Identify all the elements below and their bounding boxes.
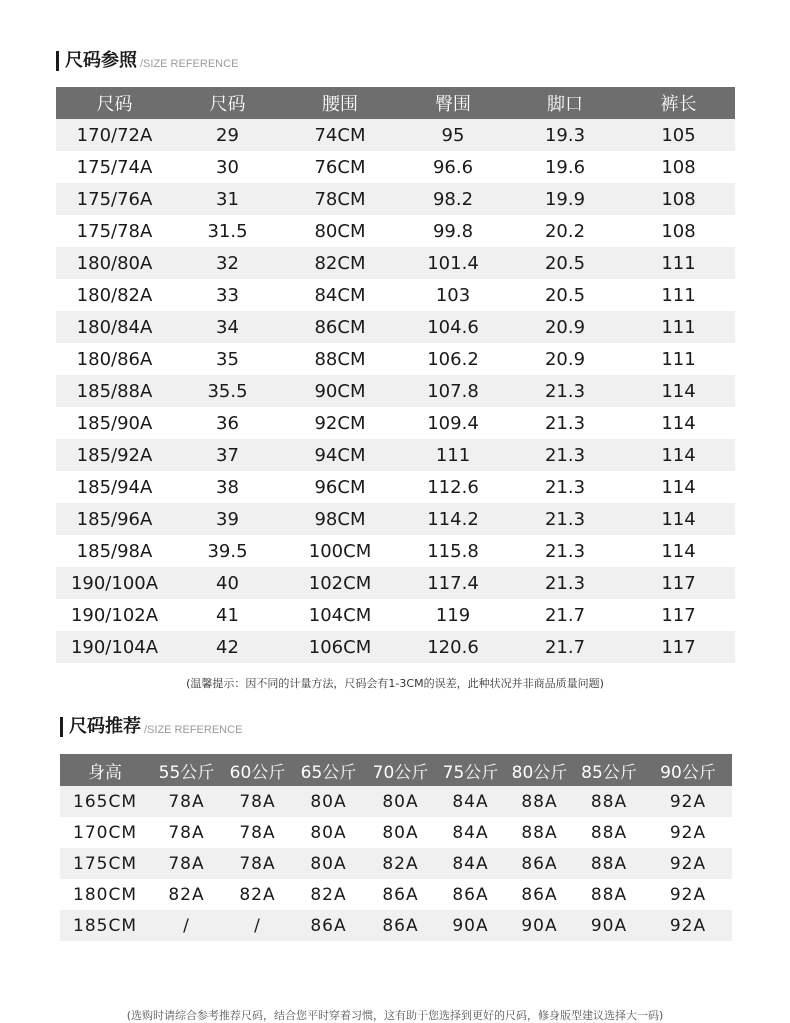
table-cell: 112.6 bbox=[398, 471, 508, 503]
table-row bbox=[56, 183, 735, 215]
size-reference-table bbox=[56, 87, 735, 663]
size-reference-subtitle: /SIZE REFERENCE bbox=[140, 58, 239, 70]
table-cell: 117 bbox=[622, 567, 735, 599]
column-header: 90公斤 bbox=[644, 754, 732, 786]
table-cell: 106.2 bbox=[398, 343, 508, 375]
column-header: 臀围 bbox=[398, 87, 508, 119]
table-cell: 175CM bbox=[60, 848, 150, 879]
table-cell: 20.9 bbox=[508, 343, 622, 375]
heading-bar bbox=[56, 51, 59, 71]
table-cell: 37 bbox=[173, 439, 282, 471]
table-cell: 114 bbox=[622, 471, 735, 503]
table-cell: 31.5 bbox=[173, 215, 282, 247]
column-header: 65公斤 bbox=[292, 754, 365, 786]
table-cell: 76CM bbox=[282, 151, 398, 183]
table-cell: 114 bbox=[622, 439, 735, 471]
table-cell: 111 bbox=[622, 247, 735, 279]
column-header: 脚口 bbox=[508, 87, 622, 119]
table-cell: 38 bbox=[173, 471, 282, 503]
table-cell: 32 bbox=[173, 247, 282, 279]
table-cell: 78A bbox=[150, 848, 223, 879]
table-cell: 104CM bbox=[282, 599, 398, 631]
table-cell: 90A bbox=[505, 910, 574, 941]
table-cell: 82A bbox=[223, 879, 292, 910]
table-cell: 100CM bbox=[282, 535, 398, 567]
table-cell: 88A bbox=[574, 879, 644, 910]
table-cell: 190/100A bbox=[56, 567, 173, 599]
table-cell: 111 bbox=[622, 311, 735, 343]
table-cell: 105 bbox=[622, 119, 735, 151]
table-cell: 119 bbox=[398, 599, 508, 631]
table-cell: / bbox=[150, 910, 223, 941]
table-row bbox=[56, 503, 735, 535]
table-row bbox=[60, 817, 732, 848]
table-cell: 78A bbox=[223, 848, 292, 879]
table-cell: 180/82A bbox=[56, 279, 173, 311]
column-header: 裤长 bbox=[622, 87, 735, 119]
table-cell: 82A bbox=[365, 848, 436, 879]
table-cell: 185/94A bbox=[56, 471, 173, 503]
table-cell: 180/80A bbox=[56, 247, 173, 279]
table-cell: 80A bbox=[292, 848, 365, 879]
table-cell: 21.7 bbox=[508, 631, 622, 663]
table-cell: 19.3 bbox=[508, 119, 622, 151]
size-recommend-table bbox=[60, 754, 732, 941]
table-row bbox=[56, 343, 735, 375]
size-recommend-title: 尺码推荐 bbox=[69, 716, 141, 737]
table-cell: 19.9 bbox=[508, 183, 622, 215]
heading-bar bbox=[60, 717, 63, 737]
table-cell: 106CM bbox=[282, 631, 398, 663]
table-cell: 21.7 bbox=[508, 599, 622, 631]
column-header: 60公斤 bbox=[223, 754, 292, 786]
size-measurement-note: (温馨提示：因不同的计量方法，尺码会有1-3CM的误差，此种状况并非商品质量问题) bbox=[186, 677, 604, 690]
size-reference-title: 尺码参照 bbox=[65, 50, 137, 71]
table-cell: 96CM bbox=[282, 471, 398, 503]
table-cell: 84CM bbox=[282, 279, 398, 311]
table-cell: 78A bbox=[150, 786, 223, 817]
table-cell: 20.5 bbox=[508, 247, 622, 279]
recommend-table-body bbox=[60, 786, 732, 941]
table-cell: 115.8 bbox=[398, 535, 508, 567]
table-cell: 80A bbox=[292, 817, 365, 848]
table-row bbox=[56, 631, 735, 663]
table-cell: 98.2 bbox=[398, 183, 508, 215]
size-table-header-row bbox=[56, 87, 735, 119]
table-cell: 175/76A bbox=[56, 183, 173, 215]
table-cell: 108 bbox=[622, 151, 735, 183]
recommend-note: (选购时请综合参考推荐尺码，结合您平时穿着习惯，这有助于您选择到更好的尺码，修身版型建议选择大一码) bbox=[126, 1009, 664, 1022]
table-row bbox=[56, 407, 735, 439]
table-cell: 86A bbox=[505, 848, 574, 879]
table-cell: 92A bbox=[644, 879, 732, 910]
table-cell: 175/74A bbox=[56, 151, 173, 183]
table-cell: 107.8 bbox=[398, 375, 508, 407]
table-cell: 114 bbox=[622, 375, 735, 407]
table-cell: 31 bbox=[173, 183, 282, 215]
size-recommend-heading bbox=[60, 716, 242, 738]
column-header: 尺码 bbox=[173, 87, 282, 119]
table-cell: 185/92A bbox=[56, 439, 173, 471]
table-cell: 190/102A bbox=[56, 599, 173, 631]
table-row bbox=[60, 879, 732, 910]
table-cell: 21.3 bbox=[508, 439, 622, 471]
table-cell: 30 bbox=[173, 151, 282, 183]
column-header: 70公斤 bbox=[365, 754, 436, 786]
table-cell: 114 bbox=[622, 503, 735, 535]
table-cell: 86CM bbox=[282, 311, 398, 343]
table-cell: 82A bbox=[150, 879, 223, 910]
table-cell: 20.2 bbox=[508, 215, 622, 247]
table-cell: 20.5 bbox=[508, 279, 622, 311]
table-cell: 180/84A bbox=[56, 311, 173, 343]
table-cell: 90A bbox=[436, 910, 505, 941]
table-cell: 92A bbox=[644, 817, 732, 848]
table-row bbox=[56, 215, 735, 247]
table-cell: 80A bbox=[365, 817, 436, 848]
size-recommend-subtitle: /SIZE REFERENCE bbox=[144, 724, 243, 736]
table-cell: 190/104A bbox=[56, 631, 173, 663]
table-cell: 117 bbox=[622, 631, 735, 663]
table-cell: 117 bbox=[622, 599, 735, 631]
table-cell: 74CM bbox=[282, 119, 398, 151]
table-cell: 98CM bbox=[282, 503, 398, 535]
table-row bbox=[56, 471, 735, 503]
table-cell: 185/96A bbox=[56, 503, 173, 535]
table-cell: 88A bbox=[574, 817, 644, 848]
table-cell: 33 bbox=[173, 279, 282, 311]
table-cell: 114.2 bbox=[398, 503, 508, 535]
recommend-table-header-row bbox=[60, 754, 732, 786]
table-row bbox=[56, 151, 735, 183]
table-cell: 102CM bbox=[282, 567, 398, 599]
table-row bbox=[60, 786, 732, 817]
table-row bbox=[56, 599, 735, 631]
table-row bbox=[56, 279, 735, 311]
table-cell: 114 bbox=[622, 407, 735, 439]
table-cell: 21.3 bbox=[508, 535, 622, 567]
table-cell: 86A bbox=[365, 910, 436, 941]
column-header: 55公斤 bbox=[150, 754, 223, 786]
table-cell: 84A bbox=[436, 848, 505, 879]
table-cell: 90A bbox=[574, 910, 644, 941]
table-cell: 185CM bbox=[60, 910, 150, 941]
table-cell: 19.6 bbox=[508, 151, 622, 183]
table-cell: 104.6 bbox=[398, 311, 508, 343]
table-cell: 175/78A bbox=[56, 215, 173, 247]
table-cell: 90CM bbox=[282, 375, 398, 407]
table-cell: 86A bbox=[365, 879, 436, 910]
table-cell: 185/90A bbox=[56, 407, 173, 439]
table-cell: 21.3 bbox=[508, 407, 622, 439]
table-row bbox=[60, 848, 732, 879]
table-cell: 120.6 bbox=[398, 631, 508, 663]
table-cell: 40 bbox=[173, 567, 282, 599]
table-cell: 80A bbox=[292, 786, 365, 817]
table-cell: 84A bbox=[436, 786, 505, 817]
column-header: 85公斤 bbox=[574, 754, 644, 786]
table-row bbox=[56, 375, 735, 407]
table-cell: 86A bbox=[292, 910, 365, 941]
table-cell: 92A bbox=[644, 786, 732, 817]
column-header: 身高 bbox=[60, 754, 150, 786]
column-header: 尺码 bbox=[56, 87, 173, 119]
table-cell: 84A bbox=[436, 817, 505, 848]
table-row bbox=[56, 119, 735, 151]
table-row bbox=[56, 311, 735, 343]
table-cell: 114 bbox=[622, 535, 735, 567]
table-cell: 95 bbox=[398, 119, 508, 151]
table-cell: 101.4 bbox=[398, 247, 508, 279]
table-cell: 170CM bbox=[60, 817, 150, 848]
table-row bbox=[56, 535, 735, 567]
table-cell: 39 bbox=[173, 503, 282, 535]
table-cell: 36 bbox=[173, 407, 282, 439]
table-cell: 29 bbox=[173, 119, 282, 151]
table-cell: 180CM bbox=[60, 879, 150, 910]
table-cell: 111 bbox=[622, 343, 735, 375]
table-cell: 42 bbox=[173, 631, 282, 663]
table-cell: 108 bbox=[622, 183, 735, 215]
table-cell: 80A bbox=[365, 786, 436, 817]
table-cell: 103 bbox=[398, 279, 508, 311]
table-cell: 108 bbox=[622, 215, 735, 247]
table-row bbox=[56, 567, 735, 599]
table-cell: 88A bbox=[574, 786, 644, 817]
table-cell: 94CM bbox=[282, 439, 398, 471]
table-cell: 96.6 bbox=[398, 151, 508, 183]
table-cell: 82CM bbox=[282, 247, 398, 279]
table-cell: 99.8 bbox=[398, 215, 508, 247]
column-header: 腰围 bbox=[282, 87, 398, 119]
table-cell: 88A bbox=[505, 786, 574, 817]
table-cell: 39.5 bbox=[173, 535, 282, 567]
table-cell: 109.4 bbox=[398, 407, 508, 439]
table-cell: 35 bbox=[173, 343, 282, 375]
table-cell: 88A bbox=[505, 817, 574, 848]
table-cell: 170/72A bbox=[56, 119, 173, 151]
table-cell: 78A bbox=[150, 817, 223, 848]
table-row bbox=[56, 439, 735, 471]
table-cell: 117.4 bbox=[398, 567, 508, 599]
table-cell: 92A bbox=[644, 848, 732, 879]
table-cell: 78CM bbox=[282, 183, 398, 215]
table-cell: 185/98A bbox=[56, 535, 173, 567]
column-header: 80公斤 bbox=[505, 754, 574, 786]
table-cell: 111 bbox=[622, 279, 735, 311]
table-cell: 92A bbox=[644, 910, 732, 941]
table-row bbox=[56, 247, 735, 279]
table-cell: 92CM bbox=[282, 407, 398, 439]
table-cell: 20.9 bbox=[508, 311, 622, 343]
column-header: 75公斤 bbox=[436, 754, 505, 786]
table-cell: 86A bbox=[505, 879, 574, 910]
table-cell: 35.5 bbox=[173, 375, 282, 407]
table-cell: 185/88A bbox=[56, 375, 173, 407]
table-cell: 21.3 bbox=[508, 375, 622, 407]
table-cell: 88CM bbox=[282, 343, 398, 375]
table-cell: 86A bbox=[436, 879, 505, 910]
table-cell: 88A bbox=[574, 848, 644, 879]
table-cell: 78A bbox=[223, 786, 292, 817]
table-cell: / bbox=[223, 910, 292, 941]
table-cell: 82A bbox=[292, 879, 365, 910]
table-cell: 180/86A bbox=[56, 343, 173, 375]
table-row bbox=[60, 910, 732, 941]
table-cell: 21.3 bbox=[508, 567, 622, 599]
table-cell: 21.3 bbox=[508, 503, 622, 535]
table-cell: 34 bbox=[173, 311, 282, 343]
table-cell: 78A bbox=[223, 817, 292, 848]
table-cell: 80CM bbox=[282, 215, 398, 247]
table-cell: 41 bbox=[173, 599, 282, 631]
size-table-body bbox=[56, 119, 735, 663]
size-reference-heading bbox=[56, 50, 238, 72]
table-cell: 165CM bbox=[60, 786, 150, 817]
table-cell: 21.3 bbox=[508, 471, 622, 503]
table-cell: 111 bbox=[398, 439, 508, 471]
